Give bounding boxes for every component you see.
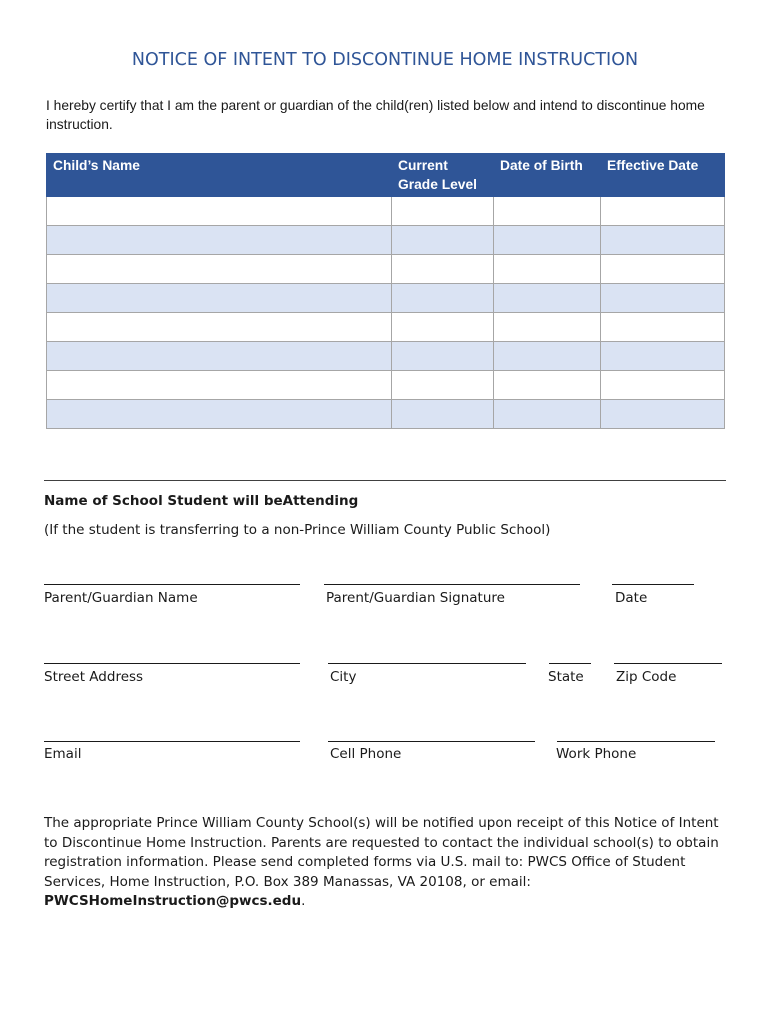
date-of-birth-cell[interactable] xyxy=(494,371,601,400)
table-row xyxy=(47,400,725,429)
child-name-cell[interactable] xyxy=(47,313,392,342)
effective-date-cell[interactable] xyxy=(601,255,725,284)
child-name-cell[interactable] xyxy=(47,342,392,371)
effective-date-cell[interactable] xyxy=(601,226,725,255)
school-name-line[interactable] xyxy=(44,480,726,481)
grade-level-cell[interactable] xyxy=(392,226,494,255)
effective-date-cell[interactable] xyxy=(601,284,725,313)
grade-level-cell[interactable] xyxy=(392,342,494,371)
effective-date-cell[interactable] xyxy=(601,342,725,371)
footer-instructions xyxy=(44,814,734,912)
date-of-birth-cell[interactable] xyxy=(494,284,601,313)
school-name-heading: Name of School Student will beAttending xyxy=(44,493,359,509)
date-of-birth-cell[interactable] xyxy=(494,226,601,255)
city-label: City xyxy=(330,669,357,685)
table-row xyxy=(47,313,725,342)
table-header-row xyxy=(47,154,725,197)
effective-date-cell[interactable] xyxy=(601,400,725,429)
street-address-line[interactable] xyxy=(44,663,300,664)
date-of-birth-cell[interactable] xyxy=(494,400,601,429)
effective-date-cell[interactable] xyxy=(601,313,725,342)
grade-level-cell[interactable] xyxy=(392,313,494,342)
school-name-note: (If the student is transferring to a non-Prince William County Public School) xyxy=(44,522,551,538)
work-phone-label: Work Phone xyxy=(556,746,637,762)
certification-statement: I hereby certify that I am the parent or guardian of the child(ren) listed below and intend to discontinue home instruction. xyxy=(46,98,705,132)
grade-level-cell[interactable] xyxy=(392,400,494,429)
header-childs-name: Child’s Name xyxy=(47,154,392,197)
table-row xyxy=(47,371,725,400)
date-line[interactable] xyxy=(612,584,694,585)
form-title: NOTICE OF INTENT TO DISCONTINUE HOME INSTRUCTION xyxy=(131,50,639,70)
table-row xyxy=(47,342,725,371)
child-name-cell[interactable] xyxy=(47,284,392,313)
grade-level-cell[interactable] xyxy=(392,197,494,226)
cell-phone-label: Cell Phone xyxy=(330,746,402,762)
parent-signature-line[interactable] xyxy=(324,584,580,585)
header-current-grade-level xyxy=(392,154,494,197)
table-row xyxy=(47,197,725,226)
contact-email: PWCSHomeInstruction@pwcs.edu xyxy=(44,893,302,909)
zip-code-label: Zip Code xyxy=(616,669,677,685)
header-grade-line2: Grade Level xyxy=(398,177,477,192)
email-label: Email xyxy=(44,746,82,762)
date-of-birth-cell[interactable] xyxy=(494,255,601,284)
grade-level-cell[interactable] xyxy=(392,284,494,313)
table-row xyxy=(47,284,725,313)
children-table xyxy=(46,153,725,429)
zip-code-line[interactable] xyxy=(614,663,722,664)
child-name-cell[interactable] xyxy=(47,400,392,429)
parent-name-label: Parent/Guardian Name xyxy=(44,590,198,606)
table-row xyxy=(47,255,725,284)
grade-level-cell[interactable] xyxy=(392,255,494,284)
header-date-of-birth: Date of Birth xyxy=(494,154,601,197)
state-line[interactable] xyxy=(549,663,591,664)
parent-signature-label: Parent/Guardian Signature xyxy=(326,590,505,606)
footer-text: The appropriate Prince William County School(s) will be notified upon receipt of this Notice of Intent to Discontinue Home Instruction. Parents are requested to contact the individual school(s) to obtain registration information. Please send completed forms via U.S. mail to: PWCS Office of Student Services, Home Instruction, P.O. Box 389 Manassas, VA 20108, or email: xyxy=(44,815,719,890)
header-grade-line1: Current xyxy=(398,158,448,173)
date-label: Date xyxy=(615,590,648,606)
child-name-cell[interactable] xyxy=(47,255,392,284)
grade-level-cell[interactable] xyxy=(392,371,494,400)
email-line[interactable] xyxy=(44,741,300,742)
work-phone-line[interactable] xyxy=(557,741,715,742)
date-of-birth-cell[interactable] xyxy=(494,197,601,226)
date-of-birth-cell[interactable] xyxy=(494,342,601,371)
effective-date-cell[interactable] xyxy=(601,197,725,226)
child-name-cell[interactable] xyxy=(47,226,392,255)
effective-date-cell[interactable] xyxy=(601,371,725,400)
child-name-cell[interactable] xyxy=(47,197,392,226)
child-name-cell[interactable] xyxy=(47,371,392,400)
table-row xyxy=(47,226,725,255)
header-effective-date: Effective Date xyxy=(601,154,725,197)
footer-end: . xyxy=(301,893,306,909)
date-of-birth-cell[interactable] xyxy=(494,313,601,342)
city-line[interactable] xyxy=(328,663,526,664)
street-address-label: Street Address xyxy=(44,669,144,685)
parent-name-line[interactable] xyxy=(44,584,300,585)
cell-phone-line[interactable] xyxy=(328,741,535,742)
state-label: State xyxy=(548,669,584,685)
